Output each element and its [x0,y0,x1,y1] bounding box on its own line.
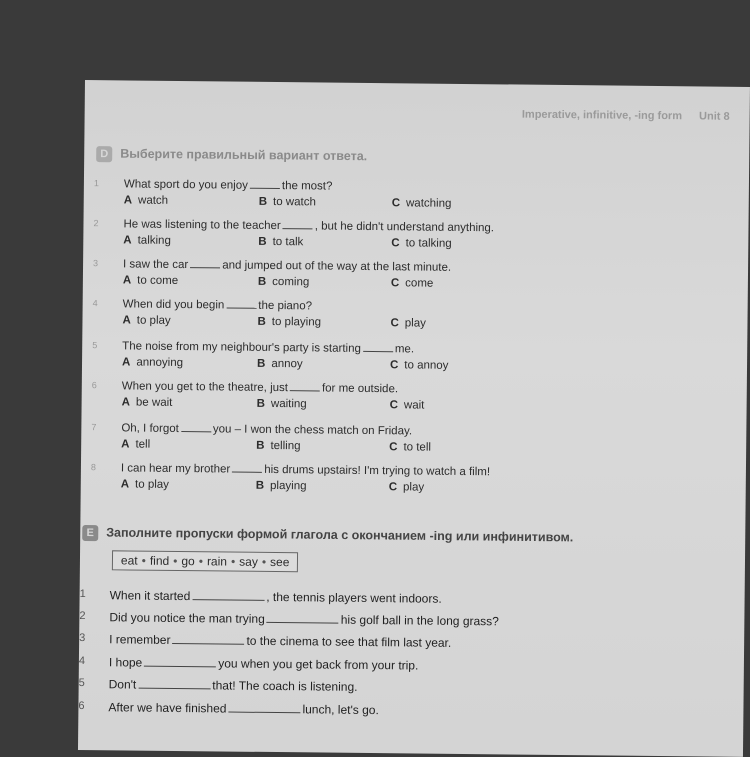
item-number: 1 [79,587,86,601]
option-text: to talk [272,235,304,249]
answer-blank[interactable] [290,390,320,391]
option-c[interactable] [391,237,451,250]
item-sentence [109,610,499,628]
option-letter: C [389,441,398,454]
answer-blank[interactable] [232,472,262,473]
sentence-after: his golf ball in the long grass? [340,612,499,629]
option-c[interactable] [392,197,452,210]
option-letter: B [257,315,266,328]
question-stem [124,178,333,192]
sentence-before: I remember [109,632,171,647]
option-a[interactable] [122,396,173,409]
option-text: tell [135,438,151,451]
option-b[interactable] [256,480,307,493]
item-number: 5 [78,676,85,690]
bullet-icon: • [173,553,178,568]
option-b[interactable] [257,398,307,411]
sentence-before: Did you notice the man trying [109,610,265,626]
answer-blank[interactable] [172,643,244,645]
item-sentence [109,632,451,650]
option-letter: B [257,275,267,288]
option-text: play [404,317,426,330]
option-letter: B [258,235,267,248]
word-bank-item: rain [206,554,228,569]
option-b[interactable] [258,236,303,248]
section-e-instruction: Заполните пропуски формой глагола с окончанием -ing или инфинитивом. [106,525,574,545]
option-letter: C [391,237,400,250]
option-text: to talking [405,237,452,250]
sentence-after: lunch, let's go. [302,702,379,718]
question-number: 8 [90,462,97,473]
option-c[interactable] [391,277,434,289]
sentence-before: I hope [108,655,143,670]
header-unit: Unit 8 [699,110,730,123]
option-text: play [403,481,425,494]
option-text: to come [137,274,179,287]
option-letter: A [122,274,132,287]
answer-blank[interactable] [181,431,211,432]
option-letter: B [255,479,265,492]
bullet-icon: • [261,554,267,569]
option-letter: A [123,234,132,247]
option-letter: C [390,317,399,330]
item-sentence [109,677,358,694]
option-a[interactable] [121,438,150,450]
item-number: 3 [79,631,86,645]
stem-before: Oh, I forgot [121,422,179,436]
stem-before: The noise from my neighbour's party is starting [122,340,361,355]
option-a[interactable] [124,194,168,206]
stem-before: What sport do you enjoy [123,178,248,192]
option-letter: A [120,478,130,491]
option-b[interactable] [257,316,321,329]
option-text: watch [137,194,169,207]
stem-before: I saw the car [123,258,189,272]
answer-blank[interactable] [190,267,220,268]
question-stem [122,380,398,395]
option-letter: A [121,356,131,369]
option-c[interactable] [390,359,449,372]
question-number: 6 [91,380,97,391]
option-a[interactable] [123,234,171,246]
item-sentence [108,700,379,717]
option-letter: C [389,359,399,372]
option-text: annoy [271,357,303,371]
header-topic: Imperative, infinitive, -ing form [521,108,683,123]
answer-blank[interactable] [192,599,264,601]
option-text: to play [136,314,171,327]
sentence-after: you when you get back from your trip. [218,656,419,673]
stem-after: the piano? [258,299,313,313]
answer-blank[interactable] [363,351,393,352]
option-text: be wait [135,396,173,409]
section-d-badge: D [96,146,112,162]
workbook-page [78,80,750,757]
answer-blank[interactable] [226,307,256,308]
question-number: 3 [93,258,99,269]
option-letter: B [256,397,265,410]
option-b[interactable] [256,440,300,452]
option-text: wait [403,399,425,412]
option-a[interactable] [122,314,170,327]
section-d-instruction: Выберите правильный вариант ответа. [120,146,368,164]
item-number: 4 [78,654,86,668]
question-number: 4 [92,298,98,309]
option-a[interactable] [123,274,178,287]
question-number: 5 [92,340,98,351]
sentence-after: , the tennis players went indoors. [266,589,442,606]
option-text: to tell [403,441,432,454]
option-c[interactable] [390,399,425,411]
option-text: to play [135,478,170,491]
question-stem [123,258,451,273]
option-text: waiting [270,397,307,411]
sentence-before: Don't [108,677,137,692]
word-bank [112,550,299,572]
option-text: to annoy [404,359,449,372]
word-bank-item: see [270,554,290,570]
question-stem [123,298,312,312]
bullet-icon: • [141,553,146,568]
word-bank-item: eat [120,553,138,568]
stem-before: When you get to the theatre, just [121,380,289,395]
option-letter: C [388,481,398,494]
option-letter: A [121,396,131,409]
option-text: telling [270,439,301,453]
option-letter: A [122,314,131,327]
stem-after: his drums upstairs! I'm trying to watch a film! [264,463,491,479]
item-number: 2 [79,609,86,623]
section-e-title [82,525,573,546]
option-c[interactable] [389,441,431,453]
option-letter: C [389,399,398,412]
stem-before: I can hear my brother [120,462,231,476]
option-b[interactable] [257,358,303,370]
stem-before: He was listening to the teacher [123,218,281,233]
item-sentence [109,655,419,672]
word-bank-item: say [239,554,258,569]
option-letter: A [123,194,133,207]
question-number: 7 [91,422,97,433]
sentence-after: to the cinema to see that film last year. [246,633,452,650]
option-text: come [405,277,434,290]
stem-after: you – I won the chess match on Friday. [212,423,413,438]
answer-blank[interactable] [144,666,216,668]
page-header [508,108,730,122]
option-text: annoying [136,356,184,370]
stem-after: and jumped out of the way at the last minute. [222,259,452,274]
question-number: 2 [93,218,99,229]
item-sentence [110,588,442,605]
option-text: playing [270,479,307,493]
option-letter: B [256,439,265,452]
option-letter: A [121,438,130,451]
question-stem [123,218,494,234]
word-bank-item: go [181,554,195,569]
option-a[interactable] [121,478,169,491]
question-number: 1 [93,178,99,189]
section-e-badge: E [82,525,98,541]
option-text: to playing [271,315,322,329]
option-letter: C [391,197,401,210]
answer-blank[interactable] [283,228,313,229]
stem-before: When did you begin [122,298,225,312]
option-text: to watch [272,195,316,209]
option-text: watching [405,197,452,210]
question-stem [122,340,414,355]
answer-blank[interactable] [267,622,339,624]
stem-after: , but he didn't understand anything. [314,220,495,235]
answer-blank[interactable] [250,188,280,189]
stem-after: the most? [281,180,333,193]
sentence-before: After we have finished [108,700,227,716]
option-letter: B [256,357,266,370]
section-d-title [96,146,367,165]
question-stem [121,462,490,478]
option-letter: B [258,195,268,208]
sentence-before: When it started [109,588,191,604]
option-text: coming [272,275,310,289]
bullet-icon: • [198,554,204,569]
option-c[interactable] [389,481,425,493]
answer-blank[interactable] [138,688,210,690]
bullet-icon: • [230,554,236,569]
sentence-after: that! The coach is listening. [212,678,358,694]
option-b[interactable] [258,276,310,289]
option-letter: C [390,277,400,290]
item-number: 6 [78,699,85,713]
stem-after: me. [394,343,415,356]
word-bank-item: find [149,553,170,568]
answer-blank[interactable] [228,712,300,714]
option-b[interactable] [259,196,316,209]
stem-after: for me outside. [321,382,399,396]
option-a[interactable] [122,356,183,369]
question-stem [121,422,412,437]
option-text: talking [137,234,171,247]
option-c[interactable] [390,317,426,329]
